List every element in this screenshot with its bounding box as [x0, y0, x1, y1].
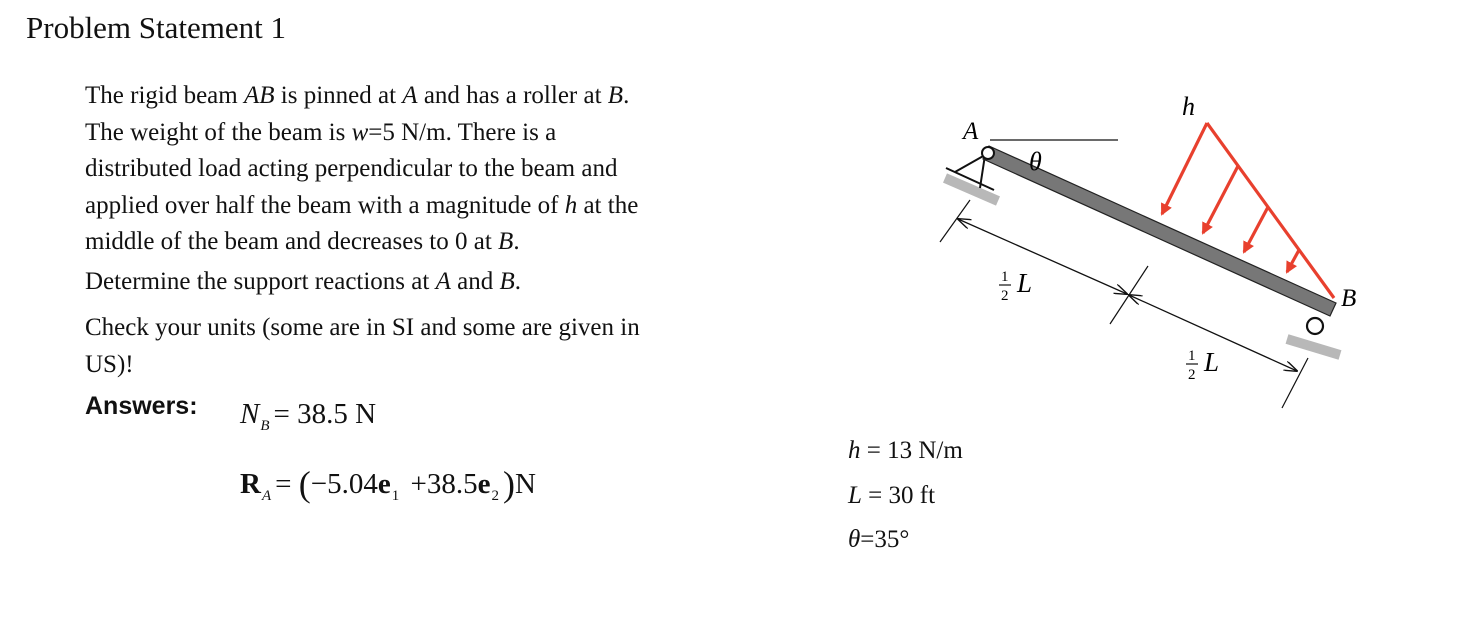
text: is pinned at: [274, 82, 403, 109]
text: middle of the beam and decreases to 0 at: [85, 228, 499, 255]
symbol-ab: AB: [243, 82, 275, 109]
text: applied over half the beam with a magnitude of: [85, 191, 565, 219]
text: at the: [577, 191, 639, 219]
text: =5 N/m. There is a: [368, 118, 557, 146]
given-h-value: = 13 N/m: [860, 437, 963, 464]
text: and has a roller at: [417, 82, 608, 109]
symbol-theta: θ: [848, 526, 861, 553]
answers-label: Answers:: [85, 392, 198, 420]
right-paren: ): [502, 464, 515, 504]
half-numerator: 1: [1001, 269, 1009, 285]
text: The rigid beam: [85, 82, 244, 109]
symbol-a: A: [402, 82, 418, 109]
text: US)!: [85, 350, 134, 378]
subscript-a: A: [261, 488, 272, 504]
label-a: A: [963, 118, 979, 145]
symbol-b: B: [498, 228, 514, 255]
symbol-h: h: [848, 437, 861, 464]
half-denominator: 2: [1001, 288, 1009, 304]
unit-vector-e1: e: [377, 468, 391, 500]
label-h: h: [1182, 92, 1195, 121]
subscript-1: 1: [391, 488, 400, 504]
load-arrow: [1244, 207, 1268, 252]
unit-vector-e2: e: [477, 468, 491, 500]
load-arrow: [1203, 166, 1238, 233]
symbol-b: B: [607, 82, 624, 109]
text: and: [450, 268, 500, 295]
value-e2: +38.5: [403, 468, 478, 500]
page-title: Problem Statement 1: [26, 10, 287, 45]
text: Check your units (some are in SI and some are given in: [85, 314, 640, 341]
left-paren: (: [298, 464, 311, 504]
pin-a: [982, 147, 994, 159]
text: .: [513, 228, 520, 255]
symbol-w: w: [351, 118, 369, 146]
roller-b: [1307, 318, 1323, 334]
half-numerator: 1: [1188, 348, 1196, 364]
half-denominator: 2: [1188, 367, 1196, 383]
symbol-b: B: [499, 268, 515, 295]
load-arrow: [1162, 123, 1207, 214]
symbol-n: N: [240, 398, 260, 430]
half-l-label: L: [1017, 268, 1033, 298]
symbol-l: L: [848, 482, 862, 509]
text: The weight of the beam is: [85, 118, 352, 146]
answer-nb-value: = 38.5 N: [273, 398, 377, 430]
text: .: [623, 82, 630, 109]
symbol-r: R: [240, 468, 261, 500]
load-arrow: [1287, 250, 1299, 272]
dimension-left-half: [958, 219, 1127, 294]
unit: N: [514, 468, 536, 500]
given-l-value: = 30 ft: [861, 482, 936, 509]
text: distributed load acting perpendicular to the beam and: [85, 155, 618, 182]
load-envelope: [1207, 123, 1334, 298]
equals: =: [275, 468, 292, 500]
dimension-extension-line: [940, 200, 970, 242]
symbol-a: A: [435, 268, 451, 295]
symbol-h: h: [564, 191, 578, 219]
text: Determine the support reactions at: [85, 268, 436, 295]
subscript-b: B: [260, 418, 270, 434]
label-b: B: [1341, 285, 1357, 312]
pin-ground: [945, 178, 998, 201]
given-theta-value: =35°: [860, 526, 910, 553]
label-theta: θ: [1029, 147, 1042, 176]
subscript-2: 2: [491, 488, 499, 504]
value-e1: −5.04: [310, 468, 378, 500]
text: .: [514, 268, 521, 295]
roller-ground: [1287, 339, 1340, 355]
half-l-label: L: [1204, 347, 1220, 377]
